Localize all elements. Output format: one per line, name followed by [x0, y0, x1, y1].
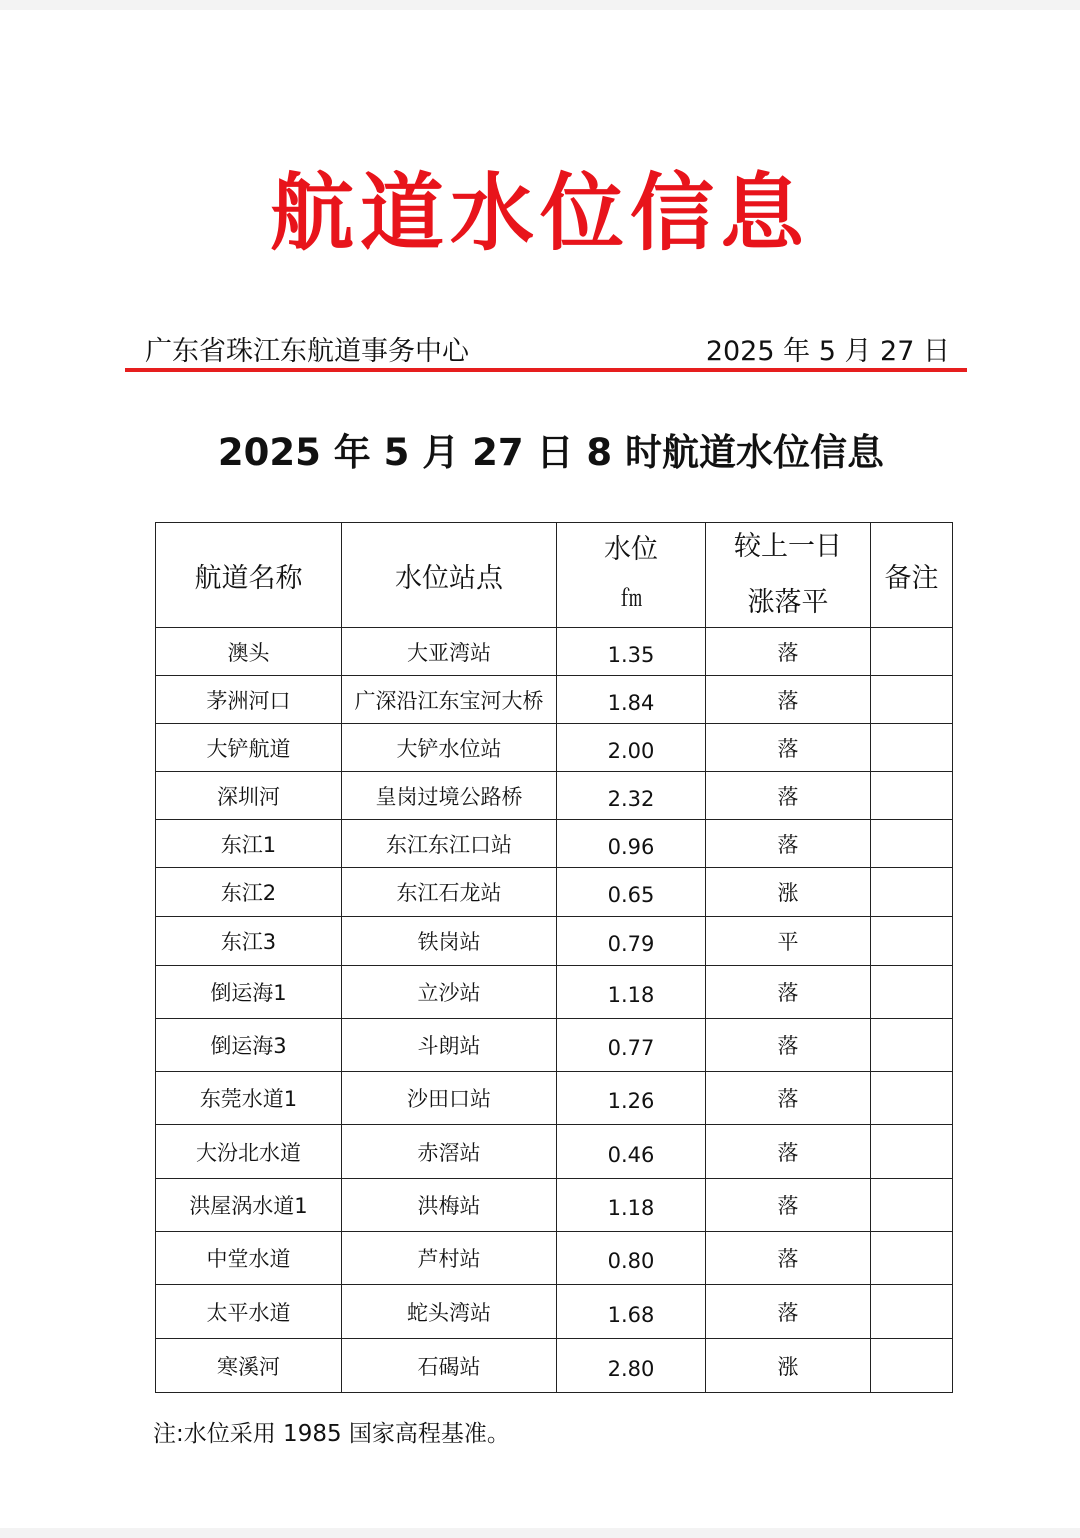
cell-change: 落 [706, 1019, 871, 1072]
cell-level: 0.79 [557, 917, 706, 966]
table-row [156, 628, 953, 676]
cell-level: 0.65 [557, 868, 706, 917]
cell-level: 1.18 [557, 1179, 706, 1232]
cell-remarks [871, 1125, 953, 1179]
cell-remarks [871, 772, 953, 820]
cell-station: 立沙站 [342, 966, 557, 1019]
document-page [0, 10, 1080, 1528]
cell-station: 洪梅站 [342, 1179, 557, 1232]
cell-level: 1.68 [557, 1285, 706, 1339]
cell-station: 芦村站 [342, 1232, 557, 1285]
cell-change: 落 [706, 966, 871, 1019]
water-level-table [155, 522, 953, 1393]
table-row [156, 868, 953, 917]
table-row [156, 1339, 953, 1393]
issuer-name: 广东省珠江东航道事务中心 [145, 336, 469, 367]
table-row [156, 1072, 953, 1125]
cell-level: 2.00 [557, 724, 706, 772]
cell-remarks [871, 868, 953, 917]
header-channel: 航道名称 [156, 523, 342, 628]
cell-channel: 寒溪河 [156, 1339, 342, 1393]
cell-remarks [871, 1072, 953, 1125]
table-row [156, 820, 953, 868]
issue-date: 2025 年 5 月 27 日 [705, 336, 950, 367]
cell-change: 涨 [706, 868, 871, 917]
cell-station: 大亚湾站 [342, 628, 557, 676]
table-row [156, 676, 953, 724]
cell-channel: 洪屋涡水道1 [156, 1179, 342, 1232]
header-change-line1: 较上一日 [734, 531, 842, 562]
cell-station: 东江石龙站 [342, 868, 557, 917]
cell-channel: 太平水道 [156, 1285, 342, 1339]
cell-station: 沙田口站 [342, 1072, 557, 1125]
cell-remarks [871, 676, 953, 724]
table-row [156, 1019, 953, 1072]
cell-remarks [871, 1179, 953, 1232]
cell-channel: 倒运海3 [156, 1019, 342, 1072]
cell-level: 1.35 [557, 628, 706, 676]
cell-channel: 东江1 [156, 820, 342, 868]
footnote: 注:水位采用 1985 国家高程基准。 [153, 1421, 510, 1447]
red-divider-line [125, 368, 967, 372]
table-row [156, 966, 953, 1019]
cell-change: 落 [706, 772, 871, 820]
cell-remarks [871, 1285, 953, 1339]
cell-station: 铁岗站 [342, 917, 557, 966]
table-row [156, 1285, 953, 1339]
table-row [156, 917, 953, 966]
cell-station: 皇岗过境公路桥 [342, 772, 557, 820]
cell-change: 落 [706, 676, 871, 724]
cell-remarks [871, 820, 953, 868]
cell-station: 斗朗站 [342, 1019, 557, 1072]
cell-remarks [871, 724, 953, 772]
issuer-row [145, 332, 950, 372]
header-change-line2: 涨落平 [747, 587, 829, 618]
cell-change: 落 [706, 1072, 871, 1125]
cell-level: 0.80 [557, 1232, 706, 1285]
cell-channel: 东莞水道1 [156, 1072, 342, 1125]
header-level [557, 523, 706, 628]
cell-change: 落 [706, 724, 871, 772]
cell-remarks [871, 628, 953, 676]
cell-channel: 大铲航道 [156, 724, 342, 772]
cell-change: 落 [706, 1285, 871, 1339]
header-remarks: 备注 [871, 523, 953, 628]
cell-level: 1.26 [557, 1072, 706, 1125]
cell-station: 石碣站 [342, 1339, 557, 1393]
cell-change: 落 [706, 1232, 871, 1285]
cell-level: 2.80 [557, 1339, 706, 1393]
cell-channel: 大汾北水道 [156, 1125, 342, 1179]
cell-remarks [871, 917, 953, 966]
table-row [156, 1179, 953, 1232]
cell-level: 0.46 [557, 1125, 706, 1179]
cell-change: 平 [706, 917, 871, 966]
cell-change: 落 [706, 628, 871, 676]
header-level-unit: ㎙ [619, 587, 642, 612]
cell-channel: 茅洲河口 [156, 676, 342, 724]
cell-channel: 中堂水道 [156, 1232, 342, 1285]
cell-level: 0.96 [557, 820, 706, 868]
table-row [156, 1125, 953, 1179]
header-change [706, 523, 871, 628]
table-header-row [156, 523, 953, 628]
cell-level: 1.84 [557, 676, 706, 724]
cell-level: 1.18 [557, 966, 706, 1019]
cell-channel: 东江2 [156, 868, 342, 917]
main-title: 航道水位信息 [269, 164, 810, 262]
cell-remarks [871, 1019, 953, 1072]
cell-station: 赤滘站 [342, 1125, 557, 1179]
cell-station: 大铲水位站 [342, 724, 557, 772]
cell-channel: 澳头 [156, 628, 342, 676]
cell-channel: 东江3 [156, 917, 342, 966]
cell-remarks [871, 1232, 953, 1285]
cell-change: 落 [706, 820, 871, 868]
table-row [156, 772, 953, 820]
header-station: 水位站点 [342, 523, 557, 628]
cell-level: 2.32 [557, 772, 706, 820]
table-row [156, 724, 953, 772]
cell-station: 广深沿江东宝河大桥 [342, 676, 557, 724]
cell-station: 蛇头湾站 [342, 1285, 557, 1339]
cell-level: 0.77 [557, 1019, 706, 1072]
table-body [156, 628, 953, 1393]
cell-change: 落 [706, 1125, 871, 1179]
cell-remarks [871, 966, 953, 1019]
cell-channel: 深圳河 [156, 772, 342, 820]
sub-title: 2025 年 5 月 27 日 8 时航道水位信息 [217, 431, 885, 474]
cell-change: 落 [706, 1179, 871, 1232]
cell-station: 东江东江口站 [342, 820, 557, 868]
cell-change: 涨 [706, 1339, 871, 1393]
table-row [156, 1232, 953, 1285]
header-level-label: 水位 [604, 534, 658, 565]
cell-remarks [871, 1339, 953, 1393]
cell-channel: 倒运海1 [156, 966, 342, 1019]
